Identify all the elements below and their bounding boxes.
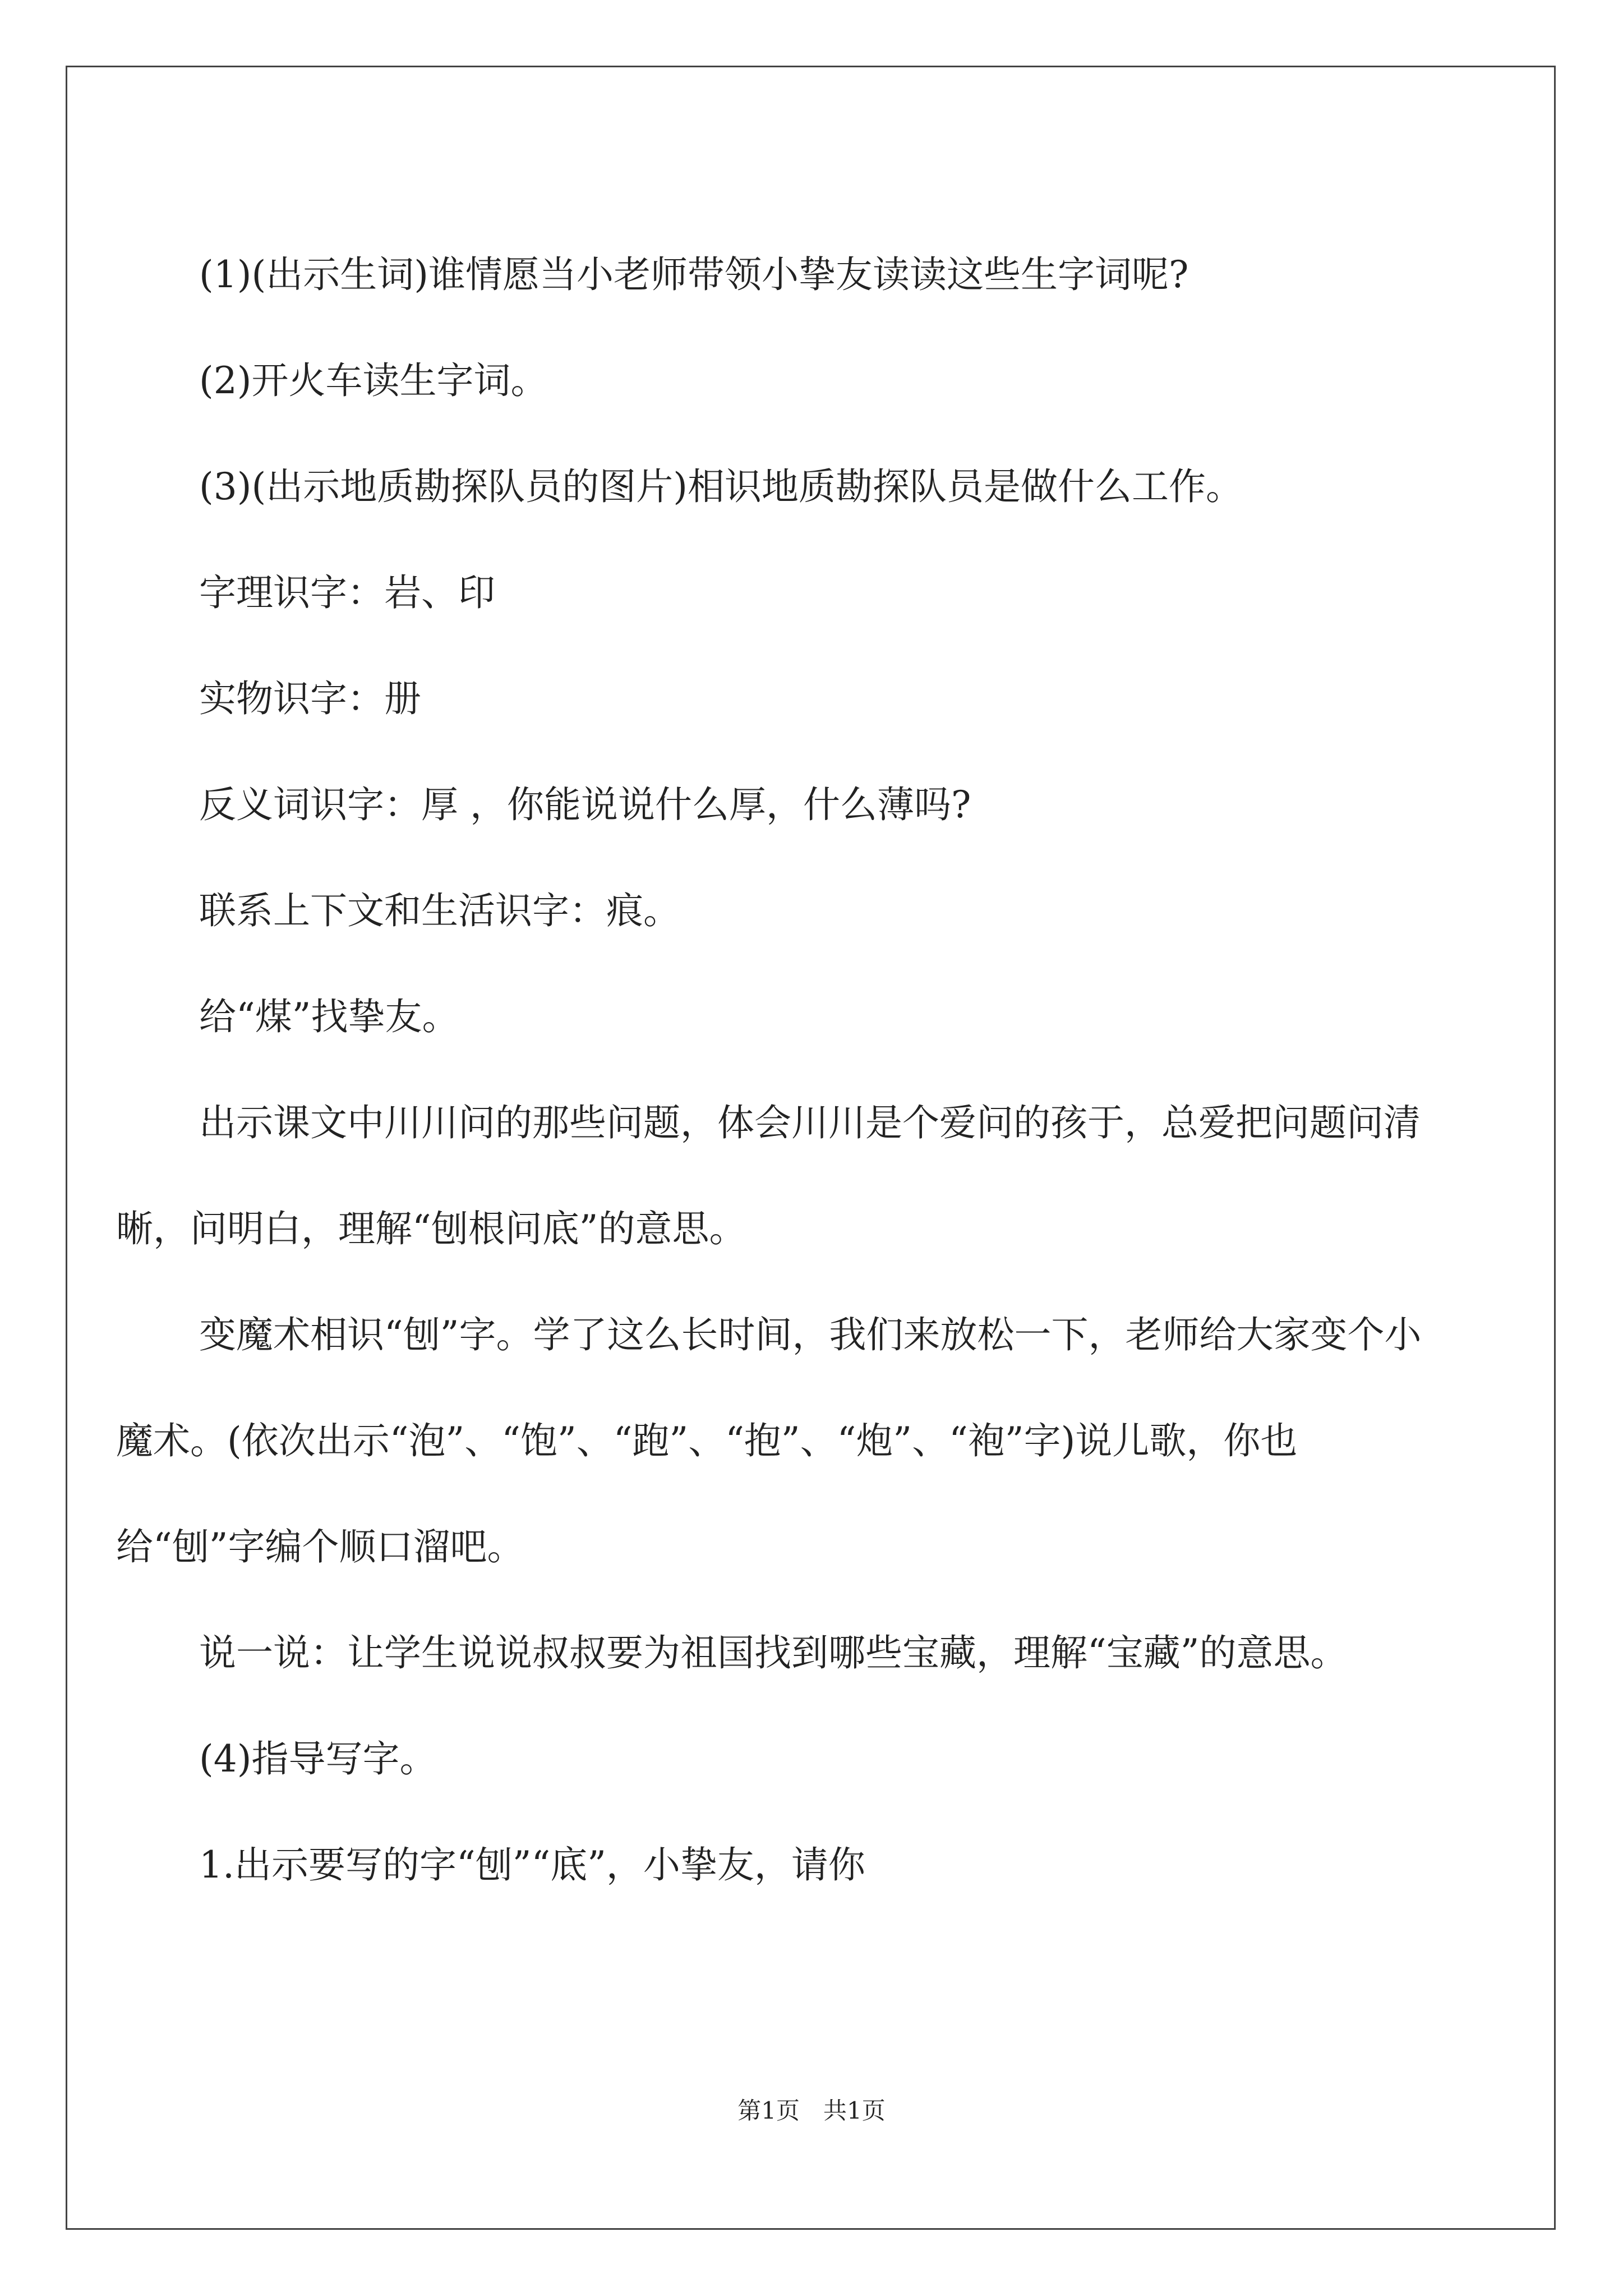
paragraph-11: 说一说：让学生说说叔叔要为祖国找到哪些宝藏，理解“宝藏”的意思。 bbox=[199, 1631, 1348, 1674]
paragraph-4: 字理识字：岩、印 bbox=[199, 571, 495, 614]
page-footer: 第1页 共1页 bbox=[737, 2097, 886, 2124]
paragraph-2: (2)开火车读生字词。 bbox=[199, 359, 548, 402]
paragraph-13: 1.出示要写的字“刨”“底”，小挚友，请你 bbox=[199, 1843, 865, 1887]
paragraph-7: 联系上下文和生活识字：痕。 bbox=[199, 889, 680, 932]
paragraph-8: 给“煤”找挚友。 bbox=[199, 995, 459, 1038]
paragraph-1: (1)(出示生词)谁情愿当小老师带领小挚友读读这些生字词呢? bbox=[199, 253, 1189, 296]
paragraph-6: 反义词识字：厚 ，你能说说什么厚，什么薄吗? bbox=[199, 783, 971, 826]
document-body bbox=[116, 222, 1430, 1918]
paragraph-3: (3)(出示地质勘探队员的图片)相识地质勘探队员是做什么工作。 bbox=[199, 465, 1243, 508]
paragraph-10: 变魔术相识“刨”字。学了这么长时间，我们来放松一下，老师给大家变个小魔术。(依次出示“泡”、“饱”、“跑”、“抱”、“炮”、“袍”字)说儿歌，你也给“刨”字编个顺口溜吧。 bbox=[116, 1313, 1422, 1568]
paragraph-12: (4)指导写字。 bbox=[199, 1737, 437, 1780]
paragraph-5: 实物识字：册 bbox=[199, 677, 421, 720]
paragraph-9: 出示课文中川川问的那些问题，体会川川是个爱问的孩于，总爱把问题问清晰，问明白，理解“刨根问底”的意思。 bbox=[116, 1101, 1421, 1250]
